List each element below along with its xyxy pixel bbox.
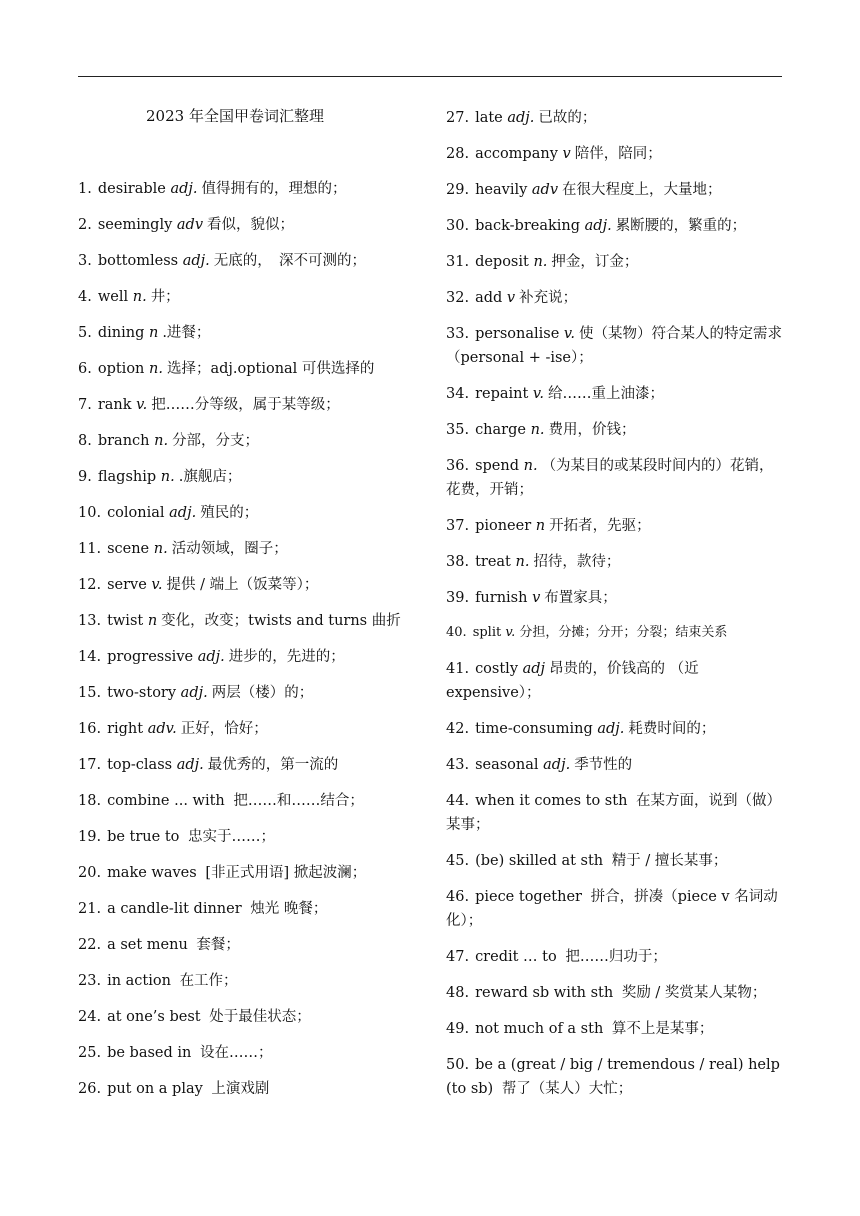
vocab-entry: 3. bottomless adj. 无底的， 深不可测的； bbox=[78, 253, 366, 269]
vocab-entry: 8. branch n. 分部，分支； bbox=[78, 433, 260, 449]
vocab-entry: 48. reward sb with sth 奖励 / 奖赏某人某物； bbox=[446, 985, 767, 1001]
vocab-entry: 5. dining n .进餐； bbox=[78, 325, 211, 341]
vocab-entry: 45. (be) skilled at sth 精于 / 擅长某事； bbox=[446, 853, 728, 869]
vocab-entry: 26. put on a play 上演戏剧 bbox=[78, 1081, 270, 1097]
vocab-entry: 16. right adv. 正好，恰好； bbox=[78, 721, 268, 737]
vocab-entry: 40. split v. 分担，分摊；分开；分裂；结束关系 bbox=[446, 625, 728, 640]
vocab-entry: 7. rank v. 把……分等级，属于某等级； bbox=[78, 397, 340, 413]
vocab-entry: 37. pioneer n 开拓者，先驱； bbox=[446, 518, 651, 534]
vocab-entry: 15. two-story adj. 两层（楼）的； bbox=[78, 685, 314, 701]
vocab-entry: 30. back-breaking adj. 累断腰的，繁重的； bbox=[446, 218, 747, 234]
vocab-entry: 38. treat n. 招待，款待； bbox=[446, 554, 621, 570]
vocab-entry: 39. furnish v 布置家具； bbox=[446, 590, 617, 606]
vocab-entry: 21. a candle-lit dinner 烛光 晚餐； bbox=[78, 901, 328, 917]
vocab-entry: 36. spend n. （为某目的或某段时间内的）花销，花费，开销； bbox=[446, 458, 774, 498]
vocab-entry: 22. a set menu 套餐； bbox=[78, 937, 240, 953]
vocab-entry: 12. serve v. 提供 / 端上（饭菜等）； bbox=[78, 577, 319, 593]
vocab-entry: 49. not much of a sth 算不上是某事； bbox=[446, 1021, 714, 1037]
vocab-entry: 47. credit … to 把……归功于； bbox=[446, 949, 667, 965]
vocab-entry: 50. be a (great / big / tremendous / real) help (to sb) 帮了（某人）大忙； bbox=[446, 1057, 780, 1097]
vocab-entry: 18. combine ... with 把……和……结合； bbox=[78, 793, 364, 809]
vocab-entry: 10. colonial adj. 殖民的； bbox=[78, 505, 259, 521]
vocab-entry: 42. time-consuming adj. 耗费时间的； bbox=[446, 721, 716, 737]
vocab-entry: 24. at one’s best 处于最佳状态； bbox=[78, 1009, 311, 1025]
vocab-entry: 6. option n. 选择；adj.optional 可供选择的 bbox=[78, 361, 375, 377]
vocab-entry: 13. twist n 变化，改变；twists and turns 曲折 bbox=[78, 613, 401, 629]
vocab-entry: 14. progressive adj. 进步的，先进的； bbox=[78, 649, 345, 665]
vocab-entry: 32. add v 补充说； bbox=[446, 290, 578, 306]
vocab-entry: 11. scene n. 活动领域，圈子； bbox=[78, 541, 288, 557]
vocab-entry: 46. piece together 拼合，拼凑（piece v 名词动化）； bbox=[446, 889, 778, 929]
vocab-entry: 9. flagship n. .旗舰店； bbox=[78, 469, 242, 485]
vocab-entry: 19. be true to 忠实于……； bbox=[78, 829, 275, 845]
vocab-entry: 25. be based in 设在……； bbox=[78, 1045, 273, 1061]
vocab-entry: 23. in action 在工作； bbox=[78, 973, 238, 989]
vocab-entry: 1. desirable adj. 值得拥有的，理想的； bbox=[78, 181, 347, 197]
vocab-entry: 33. personalise v. 使（某物）符合某人的特定需求 （personal + -ise）； bbox=[446, 326, 783, 366]
vocab-entry: 20. make waves [非正式用语] 掀起波澜； bbox=[78, 865, 367, 881]
vocab-entry: 35. charge n. 费用，价钱； bbox=[446, 422, 636, 438]
vocab-entry: 2. seemingly adv 看似，貌似； bbox=[78, 217, 295, 233]
vocab-entry: 17. top-class adj. 最优秀的，第一流的 bbox=[78, 757, 339, 773]
vocab-entry: 43. seasonal adj. 季节性的 bbox=[446, 757, 633, 773]
header-rule bbox=[78, 76, 782, 77]
page-title: 2023 年全国甲卷词汇整理 bbox=[146, 107, 324, 125]
vocab-entry: 31. deposit n. 押金，订金； bbox=[446, 254, 639, 270]
vocab-entry: 34. repaint v. 给……重上油漆； bbox=[446, 386, 665, 402]
vocab-entry: 29. heavily adv 在很大程度上，大量地； bbox=[446, 182, 722, 198]
vocab-entry: 4. well n. 井； bbox=[78, 289, 180, 305]
vocab-entry: 41. costly adj 昂贵的，价钱高的 （近 expensive）； bbox=[446, 661, 699, 701]
vocab-entry: 27. late adj. 已故的； bbox=[446, 110, 597, 126]
vocab-entry: 28. accompany v 陪伴，陪同； bbox=[446, 146, 662, 162]
vocab-entry: 44. when it comes to sth 在某方面，说到（做）某事； bbox=[446, 793, 782, 833]
